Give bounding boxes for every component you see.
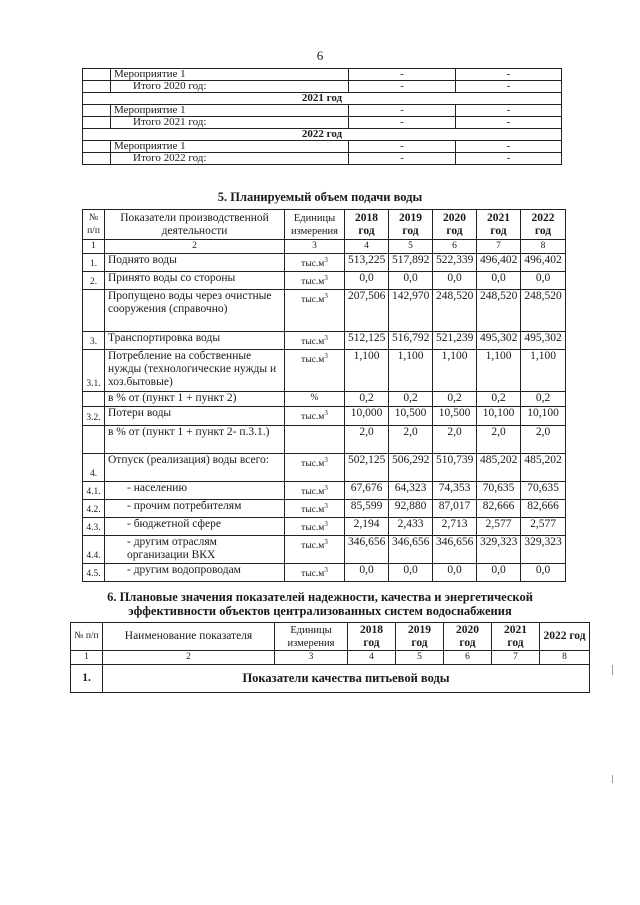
header-year-2021: 2021 год bbox=[492, 623, 540, 651]
row-label: - другим отраслям организации ВКХ bbox=[105, 536, 285, 564]
value-cell: 496,402 bbox=[521, 254, 566, 272]
unit-text: тыс.м bbox=[301, 458, 325, 469]
row-label: Транспортировка воды bbox=[105, 332, 285, 350]
unit-text: тыс.м bbox=[301, 486, 325, 497]
value-cell: 10,500 bbox=[433, 407, 477, 425]
table-row bbox=[83, 407, 566, 425]
row-unit bbox=[285, 517, 345, 535]
value-cell: 485,202 bbox=[521, 453, 566, 481]
value-cell: - bbox=[349, 105, 456, 117]
page-number: 6 bbox=[316, 48, 324, 63]
header-num: № п/п bbox=[71, 623, 103, 651]
value-cell: - bbox=[456, 81, 562, 93]
value-cell: 74,353 bbox=[433, 481, 477, 499]
value-cell: 10,100 bbox=[477, 407, 521, 425]
value-cell: 0,0 bbox=[389, 564, 433, 582]
value-cell: 485,202 bbox=[477, 453, 521, 481]
unit-text: тыс.м bbox=[301, 569, 325, 580]
value-cell: 207,506 bbox=[345, 290, 389, 332]
row-label: в % от (пункт 1 + пункт 2- п.3.1.) bbox=[105, 425, 285, 453]
row-num bbox=[83, 105, 111, 117]
unit-exponent: 3 bbox=[324, 566, 328, 575]
value-cell: 2,0 bbox=[477, 425, 521, 453]
header-year-2020: 2020 год bbox=[444, 623, 492, 651]
row-num bbox=[83, 69, 111, 81]
value-cell: 10,500 bbox=[389, 407, 433, 425]
events-row bbox=[83, 69, 562, 81]
value-cell: 2,0 bbox=[345, 425, 389, 453]
row-unit bbox=[285, 481, 345, 499]
row-num bbox=[83, 290, 105, 332]
unit-text: тыс.м bbox=[301, 259, 325, 270]
row-label: Потери воды bbox=[105, 407, 285, 425]
events-row bbox=[83, 81, 562, 93]
value-cell: 70,635 bbox=[477, 481, 521, 499]
header-year-2020: 2020 год bbox=[433, 210, 477, 240]
row-num: 2. bbox=[83, 272, 105, 290]
value-cell: 248,520 bbox=[477, 290, 521, 332]
value-cell: 248,520 bbox=[521, 290, 566, 332]
total-label: Итого 2022 год: bbox=[111, 153, 349, 165]
value-cell: 87,017 bbox=[433, 499, 477, 517]
header-year-2019: 2019 год bbox=[396, 623, 444, 651]
value-cell: 513,225 bbox=[345, 254, 389, 272]
value-cell: 506,292 bbox=[389, 453, 433, 481]
header-name: Наименование показателя bbox=[103, 623, 275, 651]
value-cell: 2,0 bbox=[521, 425, 566, 453]
scan-mark bbox=[612, 775, 613, 783]
row-num: 3.1. bbox=[83, 350, 105, 392]
total-label: Итого 2021 год: bbox=[111, 117, 349, 129]
events-row bbox=[83, 141, 562, 153]
value-cell: 521,239 bbox=[433, 332, 477, 350]
row-label: - населению bbox=[105, 481, 285, 499]
table-row bbox=[83, 453, 566, 481]
row-num: 4. bbox=[83, 453, 105, 481]
row-num bbox=[83, 81, 111, 93]
index-cell: 5 bbox=[389, 240, 433, 254]
value-cell: 496,402 bbox=[477, 254, 521, 272]
value-cell: 0,0 bbox=[345, 564, 389, 582]
value-cell: 1,100 bbox=[345, 350, 389, 392]
row-num: 4.5. bbox=[83, 564, 105, 582]
value-cell: - bbox=[456, 69, 562, 81]
value-cell: 67,676 bbox=[345, 481, 389, 499]
header-year-2021: 2021 год bbox=[477, 210, 521, 240]
unit-exponent: 3 bbox=[324, 256, 328, 264]
value-cell: 0,0 bbox=[433, 272, 477, 290]
value-cell: 0,0 bbox=[521, 564, 566, 582]
total-label: Итого 2020 год: bbox=[111, 81, 349, 93]
value-cell: 502,125 bbox=[345, 453, 389, 481]
header-year-2018: 2018 год bbox=[348, 623, 396, 651]
value-cell: 0,2 bbox=[433, 392, 477, 407]
header-unit: Единицы измерения bbox=[285, 210, 345, 240]
row-num: 3.2. bbox=[83, 407, 105, 425]
table-row bbox=[83, 564, 566, 582]
group-title: Показатели качества питьевой воды bbox=[103, 665, 590, 693]
index-row bbox=[83, 240, 566, 254]
row-unit bbox=[285, 499, 345, 517]
value-cell: 2,0 bbox=[389, 425, 433, 453]
header-year-2019: 2019 год bbox=[389, 210, 433, 240]
row-label: Принято воды со стороны bbox=[105, 272, 285, 290]
row-unit bbox=[285, 254, 345, 272]
table-row bbox=[83, 272, 566, 290]
value-cell: - bbox=[349, 153, 456, 165]
water-supply-table bbox=[82, 209, 566, 582]
value-cell: 0,0 bbox=[521, 272, 566, 290]
value-cell: 495,302 bbox=[521, 332, 566, 350]
value-cell: 70,635 bbox=[521, 481, 566, 499]
value-cell: 1,100 bbox=[389, 350, 433, 392]
row-unit bbox=[285, 425, 345, 453]
value-cell: 0,2 bbox=[521, 392, 566, 407]
value-cell: 2,577 bbox=[477, 517, 521, 535]
table-row bbox=[83, 517, 566, 535]
row-label: Пропущено воды через очистные сооружения (справочно) bbox=[105, 290, 285, 332]
index-cell: 3 bbox=[275, 651, 348, 665]
table-row bbox=[83, 425, 566, 453]
table-row bbox=[83, 350, 566, 392]
index-row bbox=[71, 651, 590, 665]
row-num: 4.2. bbox=[83, 499, 105, 517]
index-cell: 6 bbox=[433, 240, 477, 254]
value-cell: 0,0 bbox=[477, 272, 521, 290]
unit-text: тыс.м bbox=[301, 412, 325, 423]
value-cell: 1,100 bbox=[477, 350, 521, 392]
row-unit bbox=[285, 536, 345, 564]
value-cell: 2,0 bbox=[433, 425, 477, 453]
row-unit bbox=[285, 272, 345, 290]
events-row bbox=[83, 153, 562, 165]
value-cell: 248,520 bbox=[433, 290, 477, 332]
value-cell: 517,892 bbox=[389, 254, 433, 272]
row-num bbox=[83, 392, 105, 407]
value-cell: 1,100 bbox=[433, 350, 477, 392]
value-cell: 329,323 bbox=[477, 536, 521, 564]
value-cell: 0,2 bbox=[345, 392, 389, 407]
value-cell: 512,125 bbox=[345, 332, 389, 350]
value-cell: 82,666 bbox=[521, 499, 566, 517]
value-cell: - bbox=[349, 69, 456, 81]
index-cell: 8 bbox=[540, 651, 590, 665]
row-unit: % bbox=[285, 392, 345, 407]
value-cell: - bbox=[456, 153, 562, 165]
value-cell: 346,656 bbox=[433, 536, 477, 564]
reliability-indicators-table bbox=[70, 622, 590, 693]
unit-text: тыс.м bbox=[301, 277, 325, 288]
value-cell: 329,323 bbox=[521, 536, 566, 564]
index-cell: 7 bbox=[492, 651, 540, 665]
unit-exponent: 3 bbox=[324, 483, 328, 492]
value-cell: - bbox=[456, 117, 562, 129]
header-year-2018: 2018 год bbox=[345, 210, 389, 240]
unit-text: тыс.м bbox=[301, 355, 325, 366]
value-cell: 0,2 bbox=[389, 392, 433, 407]
value-cell: 10,000 bbox=[345, 407, 389, 425]
unit-exponent: 3 bbox=[324, 455, 328, 464]
value-cell: 0,0 bbox=[477, 564, 521, 582]
value-cell: 0,0 bbox=[433, 564, 477, 582]
value-cell: 64,323 bbox=[389, 481, 433, 499]
section-6-title-line-2: эффективности объектов централизованных систем водоснабжения bbox=[128, 604, 512, 618]
events-row bbox=[83, 129, 562, 141]
group-num: 1. bbox=[71, 665, 103, 693]
index-cell: 4 bbox=[345, 240, 389, 254]
value-cell: 92,880 bbox=[389, 499, 433, 517]
events-row bbox=[83, 117, 562, 129]
year-heading: 2022 год bbox=[83, 129, 562, 141]
value-cell: 2,713 bbox=[433, 517, 477, 535]
event-label: Мероприятие 1 bbox=[111, 141, 349, 153]
value-cell: 82,666 bbox=[477, 499, 521, 517]
value-cell: 346,656 bbox=[389, 536, 433, 564]
value-cell: 10,100 bbox=[521, 407, 566, 425]
group-row bbox=[71, 665, 590, 693]
header-num: № п/п bbox=[83, 210, 105, 240]
value-cell: 0,0 bbox=[389, 272, 433, 290]
row-unit bbox=[285, 290, 345, 332]
header-year-2022: 2022 год bbox=[521, 210, 566, 240]
section-5-title: 5. Планируемый объем подачи воды bbox=[217, 190, 423, 204]
value-cell: 346,656 bbox=[345, 536, 389, 564]
unit-text: тыс.м bbox=[301, 523, 325, 534]
index-cell: 7 bbox=[477, 240, 521, 254]
row-num bbox=[83, 153, 111, 165]
index-cell: 6 bbox=[444, 651, 492, 665]
row-label: - прочим потребителям bbox=[105, 499, 285, 517]
index-cell: 4 bbox=[348, 651, 396, 665]
row-num: 4.1. bbox=[83, 481, 105, 499]
row-num bbox=[83, 141, 111, 153]
value-cell: 2,577 bbox=[521, 517, 566, 535]
table-row bbox=[83, 290, 566, 332]
row-label: Отпуск (реализация) воды всего: bbox=[105, 453, 285, 481]
table-row bbox=[83, 536, 566, 564]
table-row bbox=[83, 481, 566, 499]
section-6-title-line-1: 6. Плановые значения показателей надежности, качества и энергетической bbox=[107, 590, 533, 604]
unit-exponent: 3 bbox=[324, 274, 328, 283]
value-cell: 510,739 bbox=[433, 453, 477, 481]
unit-exponent: 3 bbox=[324, 292, 328, 301]
header-year-2022: 2022 год bbox=[540, 623, 590, 651]
index-cell: 1 bbox=[71, 651, 103, 665]
row-num: 4.4. bbox=[83, 536, 105, 564]
header-indicator: Показатели производственной деятельности bbox=[105, 210, 285, 240]
table-row bbox=[83, 392, 566, 407]
unit-exponent: 3 bbox=[324, 352, 328, 361]
table-row bbox=[83, 254, 566, 272]
value-cell: 2,194 bbox=[345, 517, 389, 535]
year-heading: 2021 год bbox=[83, 93, 562, 105]
value-cell: 2,433 bbox=[389, 517, 433, 535]
value-cell: - bbox=[349, 117, 456, 129]
row-unit bbox=[285, 350, 345, 392]
index-cell: 2 bbox=[105, 240, 285, 254]
value-cell: 495,302 bbox=[477, 332, 521, 350]
index-cell: 3 bbox=[285, 240, 345, 254]
index-cell: 5 bbox=[396, 651, 444, 665]
row-num bbox=[83, 117, 111, 129]
unit-exponent: 3 bbox=[324, 334, 328, 343]
value-cell: - bbox=[456, 141, 562, 153]
row-label: Потребление на собственные нужды (технологические нужды и хоз.бытовые) bbox=[105, 350, 285, 392]
value-cell: 516,792 bbox=[389, 332, 433, 350]
value-cell: 522,339 bbox=[433, 254, 477, 272]
value-cell: 1,100 bbox=[521, 350, 566, 392]
value-cell: - bbox=[349, 81, 456, 93]
event-label: Мероприятие 1 bbox=[111, 69, 349, 81]
table-row bbox=[83, 499, 566, 517]
events-row bbox=[83, 93, 562, 105]
unit-text: тыс.м bbox=[301, 541, 325, 552]
row-num: 4.3. bbox=[83, 517, 105, 535]
header-unit: Единицы измерения bbox=[275, 623, 348, 651]
row-label: - другим водопроводам bbox=[105, 564, 285, 582]
row-num: 1. bbox=[83, 254, 105, 272]
unit-text: тыс.м bbox=[301, 295, 325, 306]
table-row bbox=[83, 332, 566, 350]
row-label: в % от (пункт 1 + пункт 2) bbox=[105, 392, 285, 407]
unit-exponent: 3 bbox=[324, 519, 328, 528]
row-unit bbox=[285, 407, 345, 425]
scan-mark bbox=[612, 665, 613, 675]
unit-text: тыс.м bbox=[301, 337, 325, 348]
unit-exponent: 3 bbox=[324, 538, 328, 547]
index-cell: 1 bbox=[83, 240, 105, 254]
value-cell: 0,2 bbox=[477, 392, 521, 407]
row-num: 3. bbox=[83, 332, 105, 350]
value-cell: - bbox=[456, 105, 562, 117]
events-table bbox=[82, 68, 562, 165]
value-cell: - bbox=[349, 141, 456, 153]
events-row bbox=[83, 105, 562, 117]
value-cell: 0,0 bbox=[345, 272, 389, 290]
unit-exponent: 3 bbox=[324, 501, 328, 510]
row-unit bbox=[285, 332, 345, 350]
row-label: Поднято воды bbox=[105, 254, 285, 272]
unit-exponent: 3 bbox=[324, 409, 328, 418]
row-label: - бюджетной сфере bbox=[105, 517, 285, 535]
unit-text: тыс.м bbox=[301, 504, 325, 515]
row-unit bbox=[285, 453, 345, 481]
row-num bbox=[83, 425, 105, 453]
index-cell: 2 bbox=[103, 651, 275, 665]
value-cell: 142,970 bbox=[389, 290, 433, 332]
row-unit bbox=[285, 564, 345, 582]
index-cell: 8 bbox=[521, 240, 566, 254]
value-cell: 85,599 bbox=[345, 499, 389, 517]
event-label: Мероприятие 1 bbox=[111, 105, 349, 117]
